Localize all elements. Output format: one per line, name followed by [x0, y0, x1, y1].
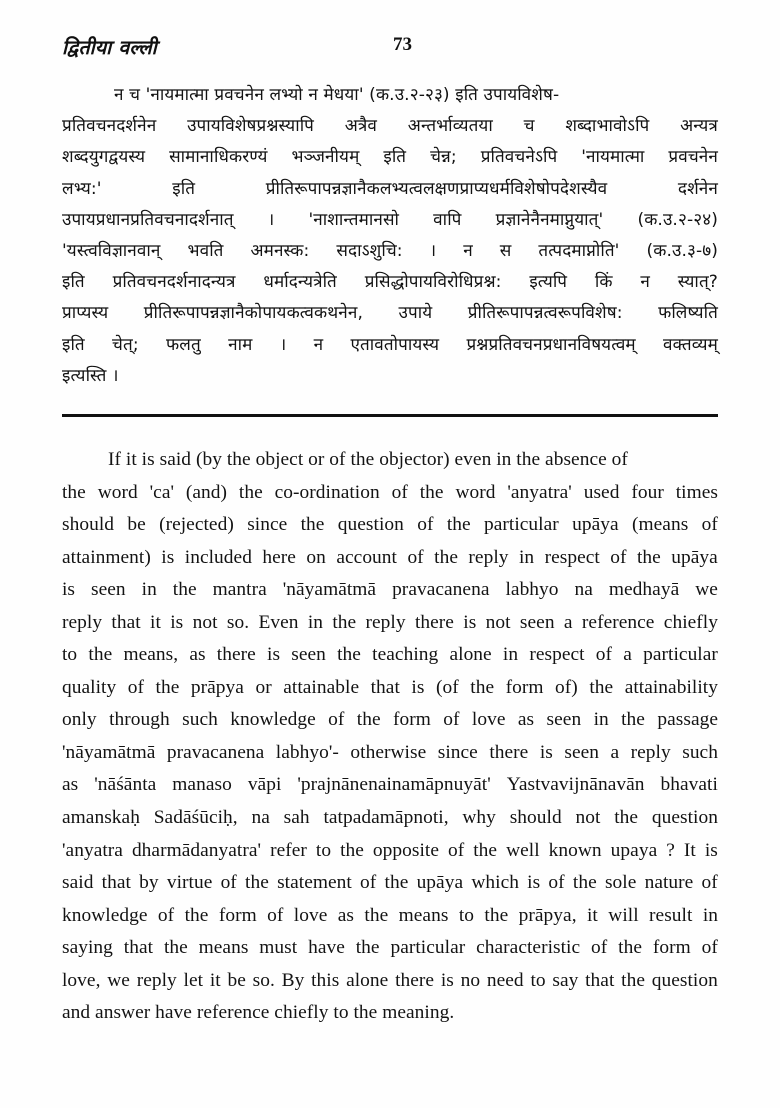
translation-line: 'nāyamātmā pravacanena labhyo'- otherwise since there is seen a reply such — [62, 741, 718, 763]
translation-line: only through such knowledge of the form of love as seen in the passage — [62, 709, 718, 731]
section-divider-rule — [62, 414, 718, 417]
translation-line: to the means, as there is seen the teaching alone in respect of a particular — [62, 644, 718, 666]
translation-line: reply that it is not so. Even in the reply there is not seen a reference chiefly — [62, 611, 718, 633]
translation-line: as 'nāśānta manaso vāpi 'prajnānenainamāpnuyāt' Yastvavijnānavān bhavati — [62, 774, 718, 796]
sanskrit-line: शब्दयुगद्वयस्य सामानाधिकरण्यं भञ्जनीयम् इति चेन्न; प्रतिवचनेऽपि 'नायमात्मा प्रवचनेन — [62, 147, 718, 168]
translation-line: said that by virtue of the statement of the upāya which is of the sole nature of — [62, 872, 718, 894]
sanskrit-line: प्राप्यस्य प्रीतिरूपापन्नज्ञानैकोपायकत्वकथनेन, उपाये प्रीतिरूपापन्नत्वरूपविशेष: फलिष्यति — [62, 303, 718, 324]
translation-line: If it is said (by the object or of the objector) even in the absence of — [108, 449, 628, 470]
translation-line: and answer have reference chiefly to the meaning. — [62, 1002, 455, 1024]
sanskrit-line: 'यस्त्वविज्ञानवान् भवति अमनस्क: सदाऽशुचि: । न स तत्पदमाप्नोति' (क.उ.३-७) — [62, 241, 718, 262]
translation-line: the word 'ca' (and) the co-ordination of the word 'anyatra' used four times — [62, 481, 718, 503]
running-header — [62, 33, 718, 63]
translation-line: saying that the means must have the particular characteristic of the form of — [62, 937, 718, 959]
sanskrit-line: उपायप्रधानप्रतिवचनादर्शनात् । 'नाशान्तमानसो वापि प्रज्ञानेनैनमाप्नुयात्' (क.उ.२-२४) — [62, 209, 718, 230]
sanskrit-commentary-block — [62, 80, 718, 392]
translation-line: attainment) is included here on account of the reply in respect of the upāya — [62, 546, 718, 568]
sanskrit-line: लभ्य:' इति प्रीतिरूपापन्नज्ञानैकलभ्यत्वलक्षणप्राप्यधर्मविशेषोपदेशस्यैव दर्शनेन — [62, 178, 718, 199]
translation-line: quality of the prāpya or attainable that is (of the form of) the attainability — [62, 676, 718, 698]
translation-line: 'anyatra dharmādanyatra' refer to the opposite of the well known upaya ? It is — [62, 839, 718, 861]
sanskrit-line: प्रतिवचनदर्शनेन उपायविशेषप्रश्नस्यापि अत्रैव अन्तर्भाव्यतया च शब्दाभावोऽपि अन्यत्र — [62, 116, 718, 137]
sanskrit-line: इति प्रतिवचनदर्शनादन्यत्र धर्मादन्यत्रेति प्रसिद्धोपायविरोधिप्रश्न: इत्यपि किं न स्यात्? — [62, 272, 718, 293]
sanskrit-line: न च 'नायमात्मा प्रवचनेन लभ्यो न मेधया' (क.उ.२-२३) इति उपायविशेष- — [114, 85, 560, 105]
translation-line: love, we reply let it be so. By this alone there is no need to say that the question — [62, 969, 718, 991]
translation-line: should be (rejected) since the question of the particular upāya (means of — [62, 514, 718, 536]
chapter-title: द्वितीया वल्ली — [62, 36, 157, 59]
page-number: 73 — [393, 34, 412, 55]
sanskrit-line: इति चेत्; फलतु नाम । न एतावतोपायस्य प्रश्नप्रतिवचनप्रधानविषयत्वम् वक्तव्यम् — [62, 334, 718, 355]
english-translation-block — [62, 444, 718, 1030]
translation-line: amanskaḥ Sadāśūciḥ, na sah tatpadamāpnoti, why should not the question — [62, 807, 718, 829]
translation-line: is seen in the mantra 'nāyamātmā pravacanena labhyo na medhayā we — [62, 579, 718, 601]
translation-line: knowledge of the form of love as the means to the prāpya, it will result in — [62, 904, 718, 926]
sanskrit-line: इत्यस्ति । — [62, 365, 119, 386]
